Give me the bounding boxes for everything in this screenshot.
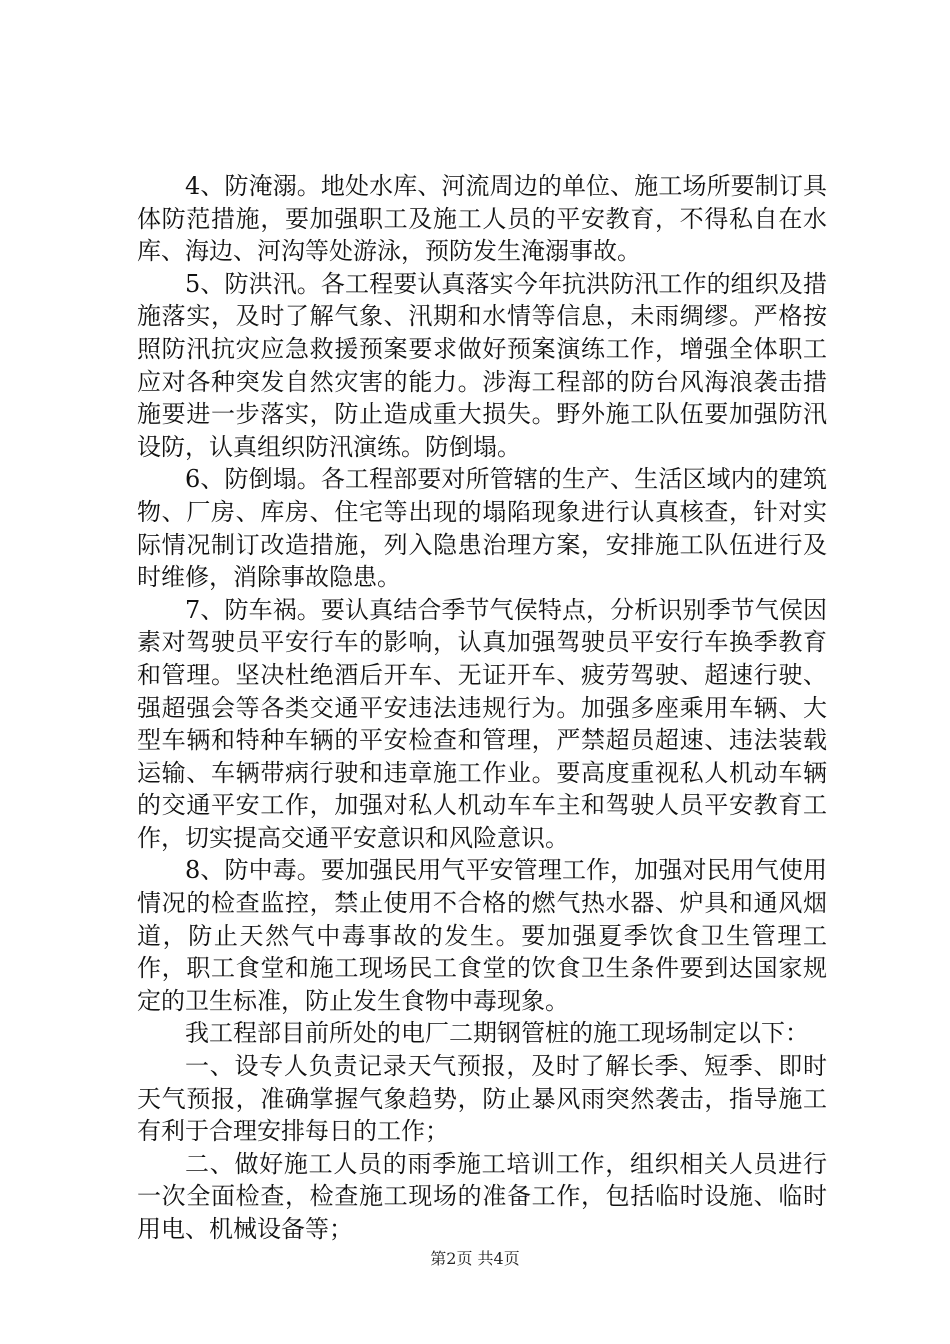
paragraph-measure-one: 一、设专人负责记录天气预报，及时了解长季、短季、即时天气预报，准确掌握气象趋势，防止暴风雨突然袭击，指导施工有利于合理安排每日的工作；	[137, 1052, 827, 1146]
paragraph-poisoning-prevention: 8、防中毒。要加强民用气平安管理工作，加强对民用气使用情况的检查监控，禁止使用不合格的燃气热水器、炉具和通风烟道，防止天然气中毒事故的发生。要加强夏季饮食卫生管理工作，职工食堂和施工现场民工食堂的饮食卫生条件要到达国家规定的卫生标准，防止发生食物中毒现象。	[137, 856, 827, 1015]
paragraph-measure-two: 二、做好施工人员的雨季施工培训工作，组织相关人员进行一次全面检查，检查施工现场的准备工作，包括临时设施、临时用电、机械设备等；	[137, 1149, 827, 1243]
paragraph-drowning-prevention: 4、防淹溺。地处水库、河流周边的单位、施工场所要制订具体防范措施，要加强职工及施工人员的平安教育，不得私自在水库、海边、河沟等处游泳，预防发生淹溺事故。	[137, 172, 827, 266]
document-body	[137, 170, 827, 1246]
page-number-footer: 第2页 共4页	[430, 1249, 520, 1268]
paragraph-collapse-prevention: 6、防倒塌。各工程部要对所管辖的生产、生活区域内的建筑物、厂房、库房、住宅等出现的塌陷现象进行认真核查，针对实际情况制订改造措施，列入隐患治理方案，安排施工队伍进行及时维修，消除事故隐患。	[137, 465, 827, 592]
paragraph-site-measures-intro: 我工程部目前所处的电厂二期钢管桩的施工现场制定以下：	[185, 1019, 809, 1048]
paragraph-flood-prevention: 5、防洪汛。各工程要认真落实今年抗洪防汛工作的组织及措施落实，及时了解气象、汛期和水情等信息，未雨绸缪。严格按照防汛抗灾应急救援预案要求做好预案演练工作，增强全体职工应对各种突发自然灾害的能力。涉海工程部的防台风海浪袭击措施要进一步落实，防止造成重大损失。野外施工队伍要加强防汛设防，认真组织防汛演练。防倒塌。	[137, 269, 827, 461]
paragraph-traffic-accident-prevention: 7、防车祸。要认真结合季节气侯特点，分析识别季节气侯因素对驾驶员平安行车的影响，认真加强驾驶员平安行车换季教育和管理。坚决杜绝酒后开车、无证开车、疲劳驾驶、超速行驶、强超强会等各类交通平安违法违规行为。加强多座乘用车辆、大型车辆和特种车辆的平安检查和管理，严禁超员超速、违法装载运输、车辆带病行驶和违章施工作业。要高度重视私人机动车辆的交通平安工作，加强对私人机动车车主和驾驶人员平安教育工作，切实提高交通平安意识和风险意识。	[137, 595, 827, 852]
